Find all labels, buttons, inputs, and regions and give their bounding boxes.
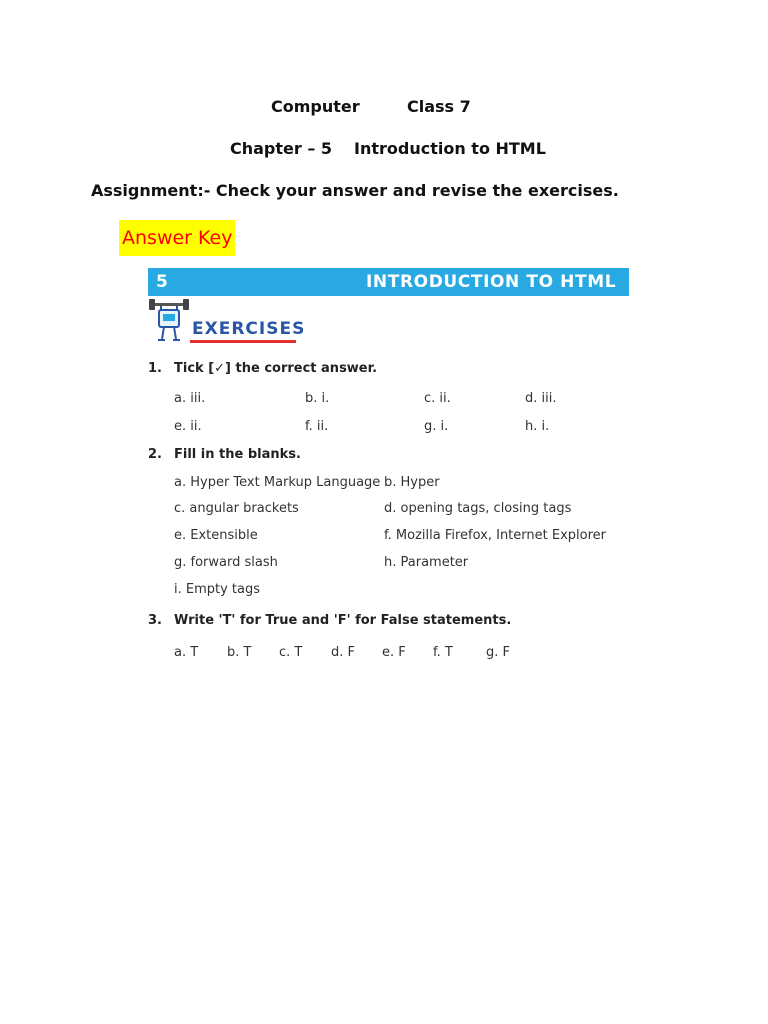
q2-answer-c: c. angular brackets [174, 501, 299, 516]
q1-answer-g: g. i. [424, 419, 449, 434]
exercises-heading: EXERCISES [192, 319, 306, 339]
q2-answer-a: a. Hyper Text Markup Language [174, 475, 381, 490]
q1-answer-a: a. iii. [174, 391, 206, 406]
q3-answer-b: b. T [227, 645, 252, 660]
q2-answer-b: b. Hyper [384, 475, 440, 490]
question-2 [148, 447, 301, 462]
exercises-underline [190, 340, 296, 343]
question-3-number: 3. [148, 613, 162, 628]
q3-answer-e: e. F [382, 645, 406, 660]
question-1 [148, 361, 377, 376]
question-1-text: Tick [✓] the correct answer. [174, 361, 378, 376]
answer-key-label: Answer Key [119, 220, 235, 256]
q1-answer-f: f. ii. [305, 419, 329, 434]
q3-answer-d: d. F [331, 645, 355, 660]
q2-answer-d: d. opening tags, closing tags [384, 501, 572, 516]
q2-answer-h: h. Parameter [384, 555, 469, 570]
q3-answer-f: f. T [433, 645, 453, 660]
question-3 [148, 613, 511, 628]
chapter-title: Introduction to HTML [354, 139, 546, 158]
q3-answer-g: g. F [486, 645, 510, 660]
q1-answer-e: e. ii. [174, 419, 202, 434]
subject-title: Computer [271, 97, 360, 116]
question-1-number: 1. [148, 361, 162, 376]
q2-answer-e: e. Extensible [174, 528, 258, 543]
banner-chapter-number: 5 [156, 272, 168, 292]
weightlifter-icon [148, 298, 190, 342]
chapter-number: Chapter – 5 [230, 139, 333, 158]
question-2-number: 2. [148, 447, 162, 462]
q1-answer-b: b. i. [305, 391, 330, 406]
q2-answer-g: g. forward slash [174, 555, 278, 570]
question-2-text: Fill in the blanks. [174, 447, 301, 462]
q1-answer-h: h. i. [525, 419, 550, 434]
chapter-banner [148, 268, 629, 296]
assignment-instructions: Assignment:- Check your answer and revise the exercises. [91, 181, 619, 200]
q2-answer-i: i. Empty tags [174, 582, 261, 597]
q3-answer-c: c. T [279, 645, 303, 660]
banner-title: INTRODUCTION TO HTML [366, 272, 617, 292]
class-title: Class 7 [407, 97, 471, 116]
q2-answer-f: f. Mozilla Firefox, Internet Explorer [384, 528, 606, 543]
q3-answer-a: a. T [174, 645, 199, 660]
q1-answer-d: d. iii. [525, 391, 557, 406]
question-3-text: Write 'T' for True and 'F' for False statements. [174, 613, 512, 628]
q1-answer-c: c. ii. [424, 391, 451, 406]
